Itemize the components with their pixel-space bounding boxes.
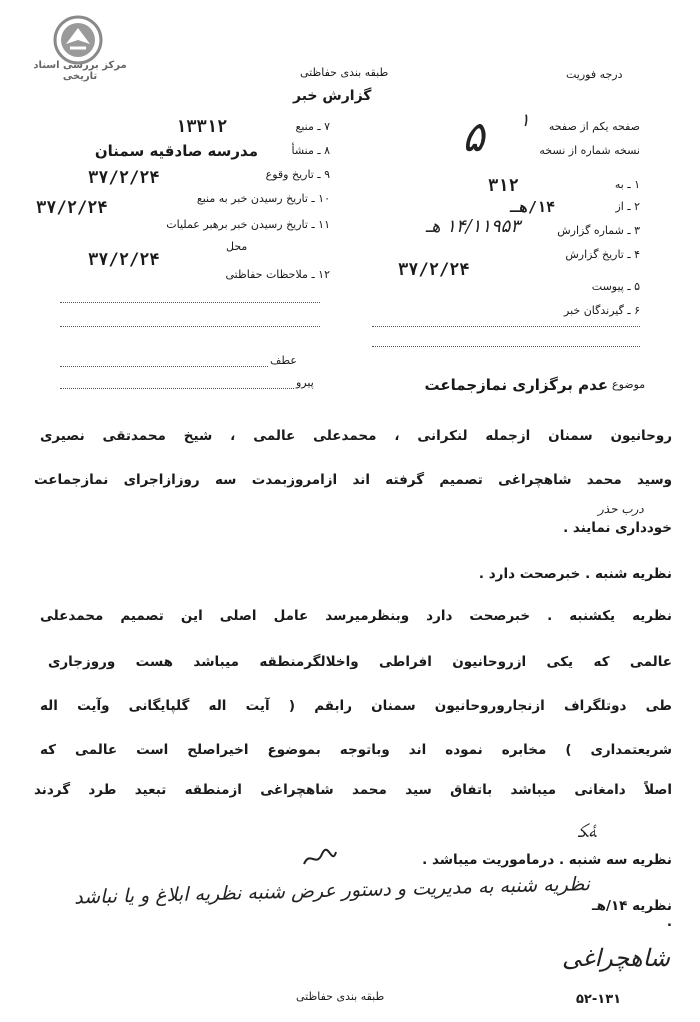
field-copy-value: ۵ bbox=[462, 112, 485, 161]
archive-logo bbox=[52, 14, 104, 66]
field-received-source-label: ۱۰ ـ تاریخ رسیدن خبر به منبع bbox=[196, 192, 330, 205]
field-received-source-value: ۳۷/۲/۲۴ bbox=[36, 198, 108, 218]
opinion-14h-handwritten: نظریه شنبه به مدیریت و دستور عرض شنبه نظریه ابلاغ و یا نباشد bbox=[73, 873, 591, 909]
notes-line-1 bbox=[60, 302, 320, 303]
field-received-ops-value: ۳۷/۲/۲۴ bbox=[88, 250, 160, 270]
body-line-2: وسید محمد شاهچراغی تصمیم گرفته اند ازامروزبمدت سه روزازاجرای نمازجماعت bbox=[34, 472, 672, 488]
page-title: گزارش خبر bbox=[293, 88, 372, 104]
opinion-sunday-3: طی دوتلگراف ازنجاروروحانیون سمنان رابقم ( آیت اله گلپایگانی وآیت اله bbox=[40, 698, 672, 714]
signature: شاهچراغی bbox=[561, 944, 670, 972]
field-page-value: ۱ bbox=[520, 110, 530, 131]
field-from-label: ۲ ـ از bbox=[615, 200, 640, 213]
opinion-sunday-5: اصلاً دامغانی میباشد باتفاق سید محمد شاهچراغی ازمنطقه تبعید طرد گردند bbox=[34, 782, 672, 798]
document-number: ۵۲-۱۳۱ bbox=[576, 992, 622, 1007]
archive-logo-icon bbox=[52, 14, 104, 66]
body-line-1: روحانیون سمنان ازجمله لنکرانی ، محمدعلی عالمی ، شیخ محمدتقی نصیری bbox=[40, 428, 672, 444]
field-from-value: ۱۴/هـ bbox=[510, 198, 556, 216]
field-place-label: محل bbox=[226, 240, 248, 253]
field-source-value: ۱۳۳۱۲ bbox=[176, 117, 228, 137]
priority-label: درجه فوریت bbox=[566, 68, 623, 81]
body-line-3: خودداری نمایند . bbox=[563, 520, 672, 536]
field-report-date-value: ۳۷/۲/۲۴ bbox=[398, 260, 470, 280]
classification-top: طبقه بندی حفاظتی bbox=[300, 66, 389, 79]
field-page-label: صفحه یکم از صفحه bbox=[548, 120, 640, 133]
follow-label: پیرو bbox=[296, 376, 314, 389]
opinion-tuesday: نظریه سه شنبه . درماموریت میباشد . bbox=[422, 852, 672, 868]
opinion-saturday: نظریه شنبه . خبرصحت دارد . bbox=[478, 566, 672, 582]
footer-classification: طبقه بندی حفاظتی bbox=[296, 990, 385, 1003]
recipients-line-1 bbox=[372, 326, 640, 327]
field-occurrence-label: ۹ ـ تاریخ وقوع bbox=[265, 168, 330, 181]
follow-line bbox=[60, 388, 294, 389]
subject-label: موضوع bbox=[612, 378, 646, 391]
field-to-value: ۳۱۲ bbox=[488, 176, 519, 196]
opinion-sunday-2: عالمی که یکی ازروحانیون افراطی واخلالگرمنطقه میباشد هست وروزجاری bbox=[48, 654, 672, 670]
opinion-14h-label: نظریه ۱۴/هـ . bbox=[592, 898, 672, 930]
opinion-sunday-1: نظریه یکشنبه . خبرصحت دارد وبنظرمیرسد عامل اصلی این تصمیم محمدعلی bbox=[40, 608, 672, 624]
field-occurrence-value: ۳۷/۲/۲۴ bbox=[88, 168, 160, 188]
field-origin-label: ۸ ـ منشأ bbox=[291, 144, 330, 157]
field-source-label: ۷ ـ منبع bbox=[295, 120, 330, 133]
handwritten-mark: ﮥﮑ bbox=[578, 818, 597, 842]
ref-label: عطف bbox=[270, 354, 297, 367]
field-attachment-label: ۵ ـ پیوست bbox=[591, 280, 640, 293]
field-notes-label: ۱۲ ـ ملاحظات حفاظتی bbox=[225, 268, 330, 281]
initials-scribble bbox=[300, 846, 340, 876]
ref-line bbox=[60, 366, 268, 367]
field-report-no-value: ۱۴/۱۱۹۵۳ هـ bbox=[425, 216, 520, 237]
archive-watermark-text: مرکز بررسی اسناد تاریخی bbox=[33, 60, 127, 82]
initials-scribble-icon bbox=[300, 846, 340, 872]
field-report-no-label: ۳ ـ شماره گزارش bbox=[557, 224, 640, 237]
field-copy-label: نسخه شماره از نسخه bbox=[539, 144, 640, 157]
recipients-line-2 bbox=[372, 346, 640, 347]
field-to-label: ۱ ـ به bbox=[614, 178, 640, 191]
field-origin-value: مدرسه صادقیه سمنان bbox=[94, 142, 258, 160]
field-recipients-label: ۶ ـ گیرندگان خبر bbox=[564, 304, 640, 317]
field-report-date-label: ۴ ـ تاریخ گزارش bbox=[565, 248, 640, 261]
notes-line-2 bbox=[60, 326, 320, 327]
subject-value: عدم برگزاری نمازجماعت bbox=[424, 376, 608, 394]
opinion-sunday-4: شریعتمداری ) مخابره نموده اند وباتوجه بموضوع اخیراصلح است عالمی که bbox=[40, 742, 672, 758]
field-received-ops-label: ۱۱ ـ تاریخ رسیدن خبر برهبر عملیات bbox=[166, 218, 330, 231]
body-handnote: درب حذر bbox=[598, 502, 644, 516]
